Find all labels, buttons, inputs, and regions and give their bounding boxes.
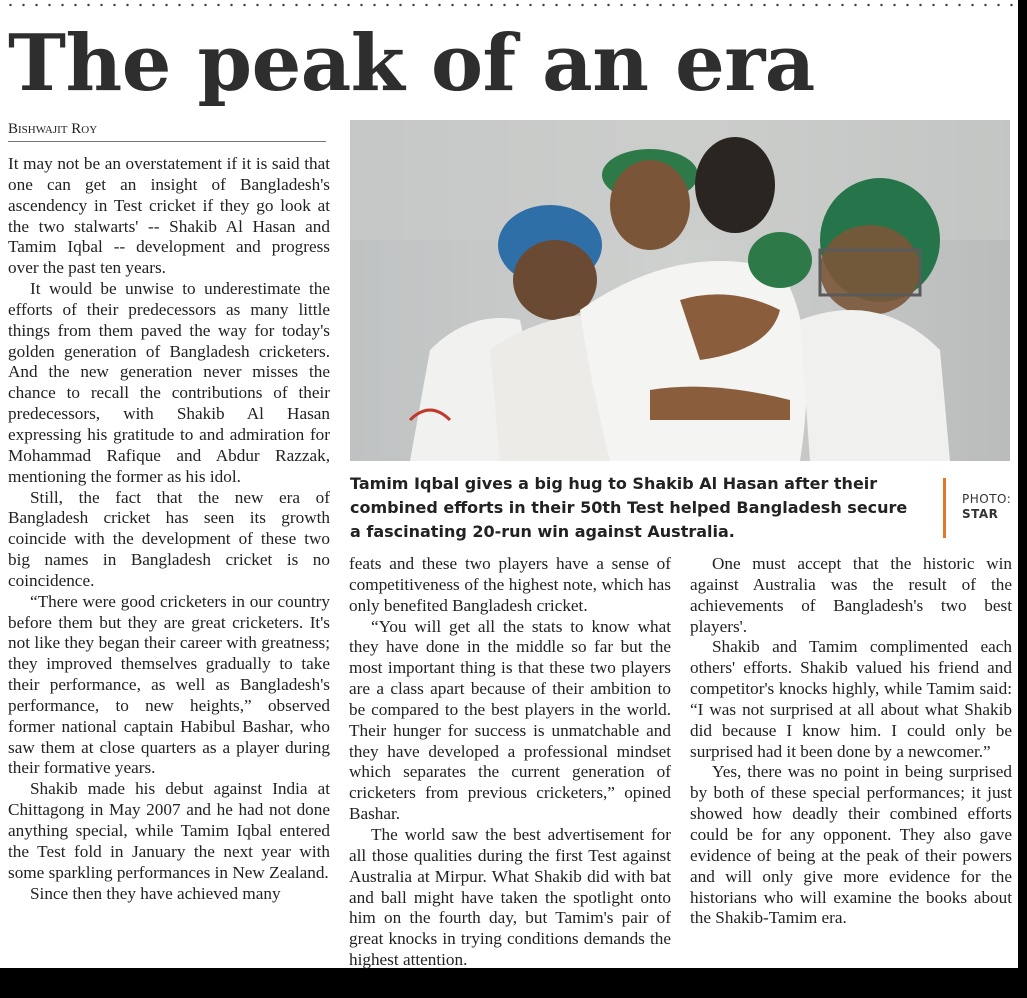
paragraph: “There were good cricketers in our country before them but they are great cricketers. It's not like they began their career with greatness; they improved themselves gradually to take their performance, as well as Bangladesh's performance, to new heights,” observed former national captain Habibul Bashar, who saw them at close quarters as a player during their formative years. bbox=[8, 591, 330, 778]
paragraph: Still, the fact that the new era of Bangladesh cricket has seen its growth coincide with the development of these two big names in Bangladesh cricket is no coincidence. bbox=[8, 487, 330, 590]
credit-source: STAR bbox=[962, 507, 999, 521]
column-2 bbox=[349, 554, 671, 971]
headline: The peak of an era bbox=[8, 18, 815, 109]
paragraph: Shakib made his debut against India at Chittagong in May 2007 and he had not done anything special, while Tamim Iqbal entered the Test fold in January the next year with some sparkling performances in New Zealand. bbox=[8, 779, 330, 882]
paragraph: “You will get all the stats to know what they have done in the middle so far but the most important thing is that these two players are a class apart because of their ambition to be compared to the best players in the world. Their hunger for success is unmatchable and they have developed a professional mindset which separates the current generation of cricketers from previous cricketers,” opined Bashar. bbox=[349, 616, 671, 824]
paragraph: feats and these two players have a sense of competitiveness of the highest note, which has only benefited Bangladesh cricket. bbox=[349, 554, 671, 615]
dotted-rule bbox=[4, 2, 1014, 8]
paragraph: Since then they have achieved many bbox=[30, 883, 281, 903]
credit-divider bbox=[943, 478, 946, 538]
column-1 bbox=[8, 154, 330, 904]
paragraph: It may not be an overstatement if it is said that one can get an insight of Bangladesh's ascendency in Test cricket if they go look at the two stalwarts' -- Shakib Al Hasan and Tamim Iqbal -- development and progress over the past ten years. bbox=[8, 154, 330, 278]
credit-label: PHOTO: bbox=[962, 492, 1012, 506]
paragraph: Yes, there was no point in being surprised by both of these special performances; it just showed how deadly their combined efforts could be for any opponent. They also gave evidence of being at the peak of their powers and will only give more evidence for the historians who will examine the books about the Shakib-Tamim era. bbox=[690, 762, 1012, 928]
column-3 bbox=[690, 554, 1012, 929]
byline: Bishwajit Roy bbox=[8, 121, 326, 142]
paragraph: Shakib and Tamim complimented each others' efforts. Shakib valued his friend and competitor's knocks highly, while Tamim said: “I was not surprised at all about what Shakib did because I know him. I could only be surprised had it been done by a newcomer.” bbox=[690, 637, 1012, 761]
paragraph: It would be unwise to underestimate the efforts of their predecessors as many little things from them paved the way for today's golden generation of Bangladesh cricketers. And the new generation never misses the chance to recall the contributions of their predecessors, with Shakib Al Hasan expressing his gratitude to and admiration for Mohammad Rafique and Abdur Razzak, mentioning the former as his idol. bbox=[8, 279, 330, 486]
paragraph: One must accept that the historic win against Australia was the result of the achievements of Bangladesh's two best players'. bbox=[690, 554, 1012, 636]
photo-caption: Tamim Iqbal gives a big hug to Shakib Al Hasan after their combined efforts in their 50th Test helped Bangladesh secure a fascinating 20-run win against Australia. bbox=[350, 474, 908, 541]
photo-credit bbox=[962, 492, 1011, 522]
news-photo bbox=[350, 120, 1010, 461]
cricketers-hug-photo bbox=[350, 120, 1010, 461]
paragraph: The world saw the best advertisement for all those qualities during the first Test against Australia at Mirpur. What Shakib did with bat and ball might have taken the spotlight onto him on the fourth day, but Tamim's pair of great knocks in trying conditions demands the highest attention. bbox=[349, 824, 671, 970]
